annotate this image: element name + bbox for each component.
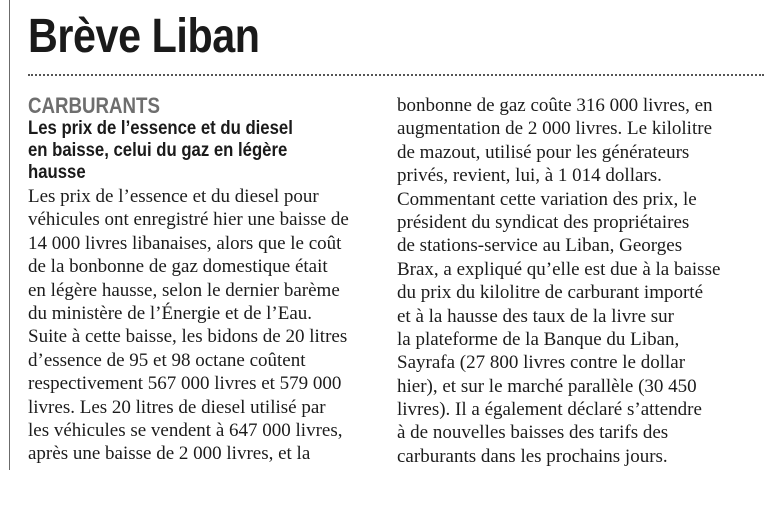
article-left-column <box>28 94 376 466</box>
body-text-line: à de nouvelles baisses des tarifs des <box>397 422 669 444</box>
body-text-line: privés, revient, lui, à 1 014 dollars. <box>397 165 662 187</box>
body-text-line: Commentant cette variation des prix, le <box>397 188 697 210</box>
article-rubric: CARBURANTS <box>28 93 160 118</box>
body-text-line: 14 000 livres libanaises, alors que le coût <box>28 232 342 254</box>
body-text-line: du ministère de l’Énergie et de l’Eau. <box>28 302 313 324</box>
body-text-line: de mazout, utilisé pour les générateurs <box>397 141 690 163</box>
headline-line: hausse <box>28 162 86 183</box>
title-divider <box>28 74 764 76</box>
left-column-body <box>28 185 376 466</box>
article-headline <box>28 118 362 186</box>
body-text-line: en légère hausse, selon le dernier barème <box>28 279 340 301</box>
body-text-line: la plateforme de la Banque du Liban, <box>397 328 680 350</box>
article-right-column <box>397 94 769 468</box>
body-text-line: de stations-service au Liban, Georges <box>397 235 683 257</box>
body-text-line: augmentation de 2 000 livres. Le kilolitre <box>397 118 713 140</box>
body-text-line: président du syndicat des propriétaires <box>397 211 690 233</box>
body-text-line: livres). Il a également déclaré s’attendre <box>397 399 702 421</box>
headline-line: Les prix de l’essence et du diesel <box>28 118 293 139</box>
left-column-rule <box>9 0 10 470</box>
page-title: Brève Liban <box>28 10 260 63</box>
body-text-line: bonbonne de gaz coûte 316 000 livres, en <box>397 95 713 116</box>
body-text-line: Sayrafa (27 800 livres contre le dollar <box>397 352 686 374</box>
body-text-line: les véhicules se vendent à 647 000 livres, <box>28 419 343 441</box>
body-text-line: livres. Les 20 litres de diesel utilisé par <box>28 396 326 418</box>
body-text-line: respectivement 567 000 livres et 579 000 <box>28 373 342 395</box>
headline-line: en baisse, celui du gaz en légère <box>28 140 288 161</box>
body-text-line: véhicules ont enregistré hier une baisse de <box>28 209 349 231</box>
body-text-line: Brax, a expliqué qu’elle est due à la baisse <box>397 258 721 280</box>
body-text-line: après une baisse de 2 000 livres, et la <box>28 443 311 465</box>
body-text-line: hier), et sur le marché parallèle (30 450 <box>397 375 697 397</box>
body-text-line: du prix du kilolitre de carburant importé <box>397 282 704 304</box>
body-text-line: Suite à cette baisse, les bidons de 20 litres <box>28 326 348 348</box>
body-text-line: carburants dans les prochains jours. <box>397 445 668 467</box>
body-text-line: et à la hausse des taux de la livre sur <box>397 305 674 327</box>
body-text-line: Les prix de l’essence et du diesel pour <box>28 186 319 207</box>
body-text-line: de la bonbonne de gaz domestique était <box>28 256 328 278</box>
body-text-line: d’essence de 95 et 98 octane coûtent <box>28 349 306 371</box>
